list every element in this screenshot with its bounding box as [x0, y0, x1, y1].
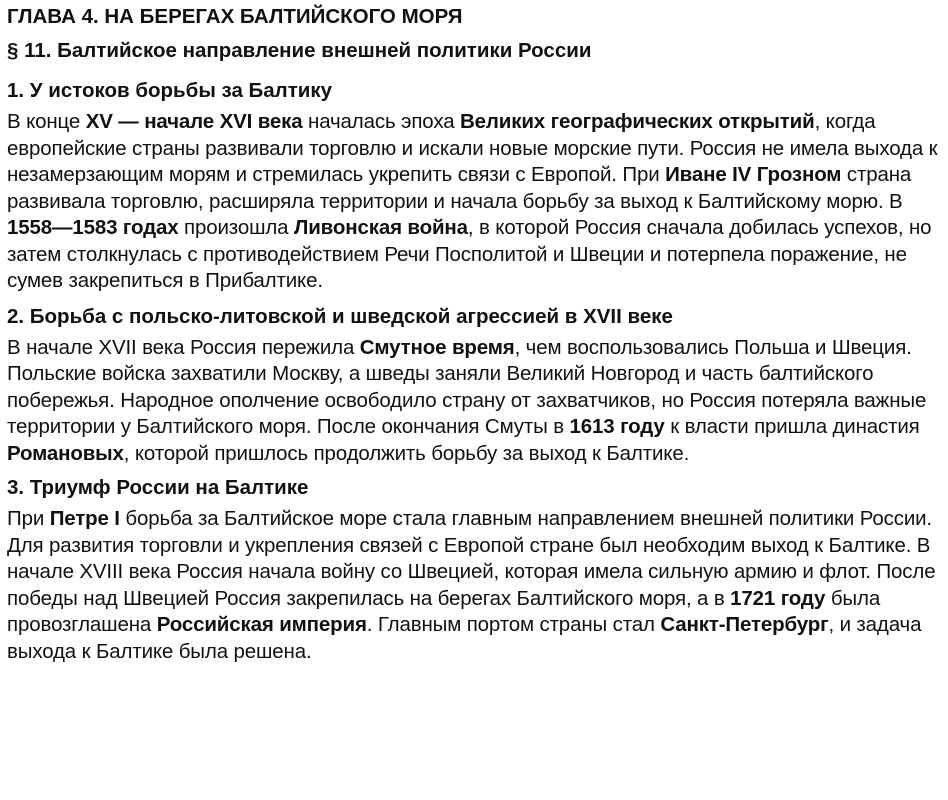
bold-term: 1558—1583 годах	[7, 216, 179, 239]
text-run: , чем воспользовались Польша и Швеция. Польские войска захватили Москву, а шведы заняли Великий Новгород и часть балтийского побережья. Народное ополчение освободило страну от захватчиков, но Россия потеряла важные территории у Балтийского моря. После окончания Смуты в	[7, 335, 927, 438]
bold-term: Великих географических открытий	[460, 110, 815, 133]
text-run: , в которой Россия сначала добилась успехов, но затем столкнулась с противодействием Речи Посполитой и Швеции и потерпела поражение, не сумев закрепиться в Прибалтике.	[7, 216, 932, 292]
text-run: произошла	[178, 216, 294, 239]
bold-term: Романовых	[7, 441, 124, 465]
text-run: страна развивала торговлю, расширяла территории и начала борьбу за выход к Балтийскому морю. В	[7, 163, 912, 213]
bold-term: Российская империя	[156, 613, 367, 636]
bold-term: XV — начале XVI века	[85, 110, 303, 133]
text-run: началась эпоха	[302, 110, 460, 133]
subsection-paragraph-1	[7, 109, 940, 295]
bold-term: Иване IV Грозном	[665, 163, 842, 186]
bold-term: Санкт-Петербург	[660, 613, 829, 636]
text-run: борьба за Балтийское море стала главным направлением внешней политики России. Для развития торговли и укрепления связей с Европой стране был необходим выход к Балтике. В начале XVIII века Россия начала войну со Швецией, которая имела сильную армию и флот. После победы над Швецией Россия закрепилась на берегах Балтийского моря, а в	[7, 507, 936, 610]
text-run: , когда европейские страны развивали торговлю и искали новые морские пути. Россия не имела выхода к незамерзающим морям и стремилась укрепить связи с Европой. При	[7, 110, 938, 186]
text-run: В начале XVII века Россия пережила	[7, 335, 360, 359]
subsection-heading-2: 2. Борьба с польско-литовской и шведской агрессией в XVII веке	[7, 304, 673, 328]
text-run: была провозглашена	[7, 586, 881, 636]
bold-term: Петре I	[49, 507, 120, 530]
bold-term: Смутное время	[359, 335, 515, 359]
bold-term: 1613 году	[569, 415, 665, 438]
text-run: к власти пришла династия	[664, 415, 920, 438]
subsection-paragraph-3	[7, 506, 940, 665]
text-run: В конце	[7, 110, 86, 133]
subsection-heading-1: 1. У истоков борьбы за Балтику	[7, 79, 332, 102]
section-title: § 11. Балтийское направление внешней политики России	[7, 39, 592, 62]
bold-term: Ливонская война	[293, 216, 468, 239]
bold-term: 1721 году	[730, 586, 826, 610]
text-run: , которой пришлось продолжить борьбу за выход к Балтике.	[123, 441, 690, 465]
chapter-title: ГЛАВА 4. НА БЕРЕГАХ БАЛТИЙСКОГО МОРЯ	[7, 5, 463, 28]
subsection-heading-3: 3. Триумф России на Балтике	[7, 476, 309, 499]
subsection-paragraph-2	[7, 335, 940, 468]
text-run: При	[7, 507, 50, 530]
text-run: , и задача выхода к Балтике была решена.	[7, 613, 922, 663]
text-run: . Главным портом страны стал	[366, 613, 661, 636]
